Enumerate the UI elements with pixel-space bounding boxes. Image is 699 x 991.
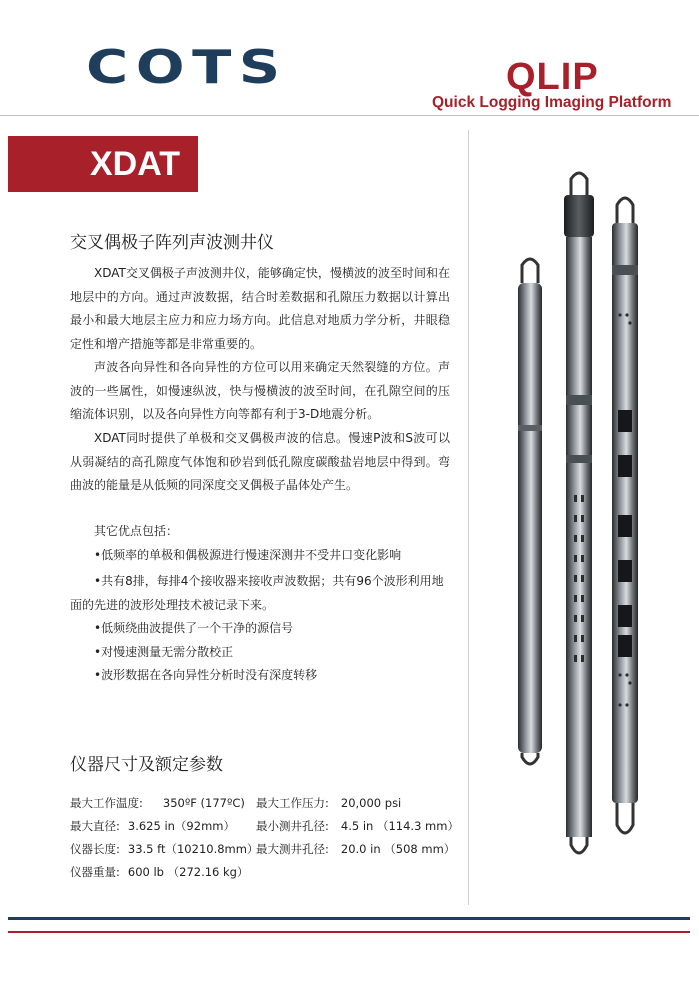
section-heading-description: 交叉偶极子阵列声波测井仪 (70, 233, 274, 253)
cots-logo: COTS (86, 40, 288, 94)
tool-photo-icon (500, 165, 670, 865)
spec-label: 最大直径: (70, 819, 120, 833)
spec-label: 仪器重量: (70, 865, 120, 879)
advantage-item: •低频率的单极和偶极源进行慢速深测井不受井口变化影响 (94, 548, 402, 562)
section-heading-specs: 仪器尺寸及额定参数 (70, 755, 223, 775)
footer-rule-red (8, 931, 690, 933)
spec-max-pressure (256, 795, 401, 811)
spec-value: 4.5 in （114.3 mm） (340, 819, 459, 833)
description-paragraph-2: 声波各向异性和各向异性的方位可以用来确定天然裂缝的方位。声波的一些属性，如慢速纵波，快与慢横波的波至时间，在孔隙空间的压缩流体识别，以及各向异性方向等都有利于3-D地震分析。 (70, 360, 450, 421)
description-paragraph-3: XDAT同时提供了单极和交叉偶极声波的信息。慢速P波和S波可以从弱凝结的高孔隙度气体饱和砂岩到低孔隙度碳酸盐岩地层中得到。弯曲波的能量是从低频的同深度交叉偶极子晶体处产生。 (70, 431, 450, 492)
spec-max-temperature (70, 795, 245, 811)
spec-value: 20.0 in （508 mm） (340, 842, 456, 856)
spec-value: 600 lb （272.16 kg） (127, 865, 249, 879)
column-divider (468, 130, 469, 905)
advantage-item: •共有8排，每排4个接收器来接收声波数据；共有96个波形利用地面的先进的波形处理技术被记录下来。 (70, 574, 444, 612)
tool-left (518, 259, 542, 764)
advantage-item: •低频绕曲波提供了一个干净的源信号 (94, 621, 294, 635)
spec-value: 33.5 ft（10210.8mm） (127, 842, 259, 856)
tool-center (564, 173, 594, 853)
advantages-intro: 其它优点包括： (94, 524, 179, 538)
spec-tool-length (70, 841, 258, 857)
spec-label: 最大工作温度: (70, 796, 143, 810)
header-divider (0, 115, 699, 116)
spec-min-borehole (256, 818, 459, 834)
spec-value: 350ºF (177ºC) (162, 796, 245, 810)
advantage-item: •波形数据在各向异性分析时没有深度转移 (94, 668, 318, 682)
footer-rule-blue (8, 917, 690, 920)
spec-label: 仪器长度: (70, 842, 120, 856)
description-paragraph-1: XDAT交叉偶极子声波测井仪，能够确定快，慢横波的波至时间和在地层中的方向。通过声波数据，结合时差数据和孔隙压力数据以计算出最小和最大地层主应力和应力场方向。此信息对地质力学分析，井眼稳定性和增产措施等都是非常重要的。 (70, 266, 450, 351)
tool-right (612, 198, 638, 833)
spec-value: 20,000 psi (340, 796, 402, 810)
spec-label: 最小测井孔径: (256, 819, 329, 833)
spec-max-diameter (70, 818, 235, 834)
advantage-item: •对慢速测量无需分散校正 (94, 645, 234, 659)
product-title-block: XDAT (8, 136, 198, 192)
spec-label: 最大测井孔径: (256, 842, 329, 856)
spec-label: 最大工作压力: (256, 796, 329, 810)
qlip-subtitle: Quick Logging Imaging Platform (432, 94, 672, 111)
qlip-logo: QLIP (506, 56, 599, 98)
spec-max-borehole (256, 841, 455, 857)
spec-value: 3.625 in（92mm） (127, 819, 235, 833)
spec-tool-weight (70, 864, 248, 880)
